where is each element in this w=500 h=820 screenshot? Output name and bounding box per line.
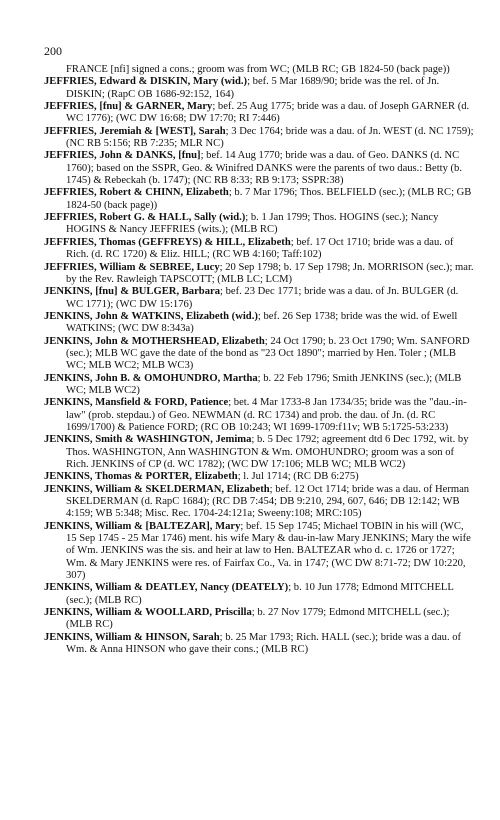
entry-body: ; 3 Dec 1764; bride was a dau. of Jn. WEST (d. NC 1759); (NC RB 5:156; RB 7:235; MLR NC) bbox=[66, 125, 474, 150]
list-item bbox=[44, 471, 476, 483]
entry-head: JENKINS, William & DEATLEY, Nancy (DEATELY) bbox=[44, 582, 289, 594]
entry-body: ; bef. 15 Sep 1745; Michael TOBIN in his will (WC, 15 Sep 1745 - 25 Mar 1746) ment. his wife Mary & dau-in-law Mary JENKINS; Mary the wife of Wm. JENKINS was the sis. and heir at law to Hen. BALTEZAR who d. c. 1726 or 1727; Wm. & Mary JENKINS were res. of Fairfax Co., Va. in 1747; (WC DW 8:71-72; DW 10:220, 307) bbox=[66, 520, 471, 582]
entry-body: ; bef. 5 Mar 1689/90; bride was the rel. of Jn. DISKIN; (RapC OB 1686-92:152, 164) bbox=[66, 76, 440, 100]
list-item bbox=[44, 434, 476, 471]
entry-body: ; b. 7 Mar 1796; Thos. BELFIELD (sec.); (MLB RC; GB 1824-50 (back page)) bbox=[66, 187, 472, 211]
list-item bbox=[44, 212, 476, 237]
entry-head: JENKINS, Thomas & PORTER, Elizabeth bbox=[44, 471, 238, 483]
entry-head: JENKINS, Smith & WASHINGTON, Jemima bbox=[44, 434, 252, 446]
list-item bbox=[44, 76, 476, 101]
entry-body: ; b. 27 Nov 1779; Edmond MITCHELL (sec.); (MLB RC) bbox=[66, 607, 450, 631]
list-item bbox=[44, 397, 476, 434]
entry-body: ; b. 10 Jun 1778; Edmond MITCHELL (sec.); (MLB RC) bbox=[66, 582, 454, 606]
list-item bbox=[44, 311, 476, 336]
entry-head: JENKINS, John & WATKINS, Elizabeth (wid.) bbox=[44, 310, 258, 322]
entry-body: ; bef. 25 Aug 1775; bride was a dau. of Joseph GARNER (d. WC 1776); (WC DW 16:68; DW 17:70; RI 7:446) bbox=[66, 101, 470, 125]
entry-head: JEFFRIES, John & DANKS, [fnu] bbox=[44, 150, 201, 162]
entry-head: JEFFRIES, [fnu] & GARNER, Mary bbox=[44, 101, 213, 113]
entry-head: JEFFRIES, Thomas (GEFFREYS) & HILL, Elizabeth bbox=[44, 236, 291, 248]
continuation-text: FRANCE [nfi] signed a cons.; groom was from WC; (MLB RC; GB 1824-50 (back page)) bbox=[66, 64, 450, 75]
entry-head: JENKINS, William & [BALTEZAR], Mary bbox=[44, 520, 241, 532]
entry-body: ; l. Jul 1714; (RC DB 6:275) bbox=[237, 471, 359, 483]
entry-body: ; 20 Sep 1798; b. 17 Sep 1798; Jn. MORRISON (sec.); mar. by the Rev. Rawleigh TAPSCOTT; (MLB LC; LCM) bbox=[66, 261, 474, 285]
list-item bbox=[44, 237, 476, 262]
page-number: 200 bbox=[44, 44, 62, 58]
entry-body: ; b. 22 Feb 1796; Smith JENKINS (sec.); (MLB WC; MLB WC2) bbox=[66, 372, 462, 396]
list-item bbox=[44, 373, 476, 398]
list-item bbox=[44, 262, 476, 287]
entry-body: ; bef. 17 Oct 1710; bride was a dau. of Rich. (d. RC 1720) & Eliz. HILL; (RC WB 4:160; Taff:102) bbox=[66, 236, 454, 261]
entry-body: ; bef. 26 Sep 1738; bride was the wid. of Ewell WATKINS; (WC DW 8:343a) bbox=[66, 310, 458, 335]
list-item bbox=[44, 582, 476, 607]
list-item bbox=[44, 632, 476, 657]
entry-head: JEFFRIES, Robert G. & HALL, Sally (wid.) bbox=[44, 212, 246, 224]
entry-body: ; bet. 4 Mar 1733-8 Jan 1734/35; bride was the "dau.-in-law" (prob. stepdau.) of Geo. NEWMAN (d. RC 1734) and prob. the dau. of Jn. (d. RC 1699/1700) & Patience FORD; (RC OB 10:243; WI 1699-1709:f11v; WB 5:1725-53:233) bbox=[66, 397, 467, 433]
entry-head: JENKINS, [fnu] & BULGER, Barbara bbox=[44, 286, 220, 298]
entry-head: JENKINS, William & SKELDERMAN, Elizabeth bbox=[44, 483, 270, 495]
entry-head: JEFFRIES, Jeremiah & [WEST], Sarah bbox=[44, 125, 226, 137]
entry-head: JENKINS, William & WOOLLARD, Priscilla bbox=[44, 607, 252, 619]
list-item bbox=[44, 336, 476, 373]
list-item bbox=[44, 484, 476, 521]
entries-list bbox=[44, 64, 476, 657]
list-item bbox=[44, 286, 476, 311]
entry-body: ; bef. 12 Oct 1714; bride was a dau. of Herman SKELDERMAN (d. RapC 1684); (RC DB 7:454; DB 9:210, 294, 607, 646; DB 12:142; WB 4:159; WB 5:348; Misc. Rec. 1704-24:121a; Sweeny:108; MRC:105) bbox=[66, 483, 470, 520]
entry-head: JENKINS, William & HINSON, Sarah bbox=[44, 631, 220, 643]
entry-head: JENKINS, Mansfield & FORD, Patience bbox=[44, 397, 229, 409]
list-item bbox=[44, 101, 476, 126]
entry-head: JEFFRIES, Edward & DISKIN, Mary (wid.) bbox=[44, 76, 248, 88]
entry-body: ; b. 5 Dec 1792; agreement dtd 6 Dec 1792, wit. by Thos. WASHINGTON, Ann WASHINGTON & Wm. OMOHUNDRO; groom was a son of Rich. JENKINS of CP (d. WC 1782); (WC DW 17:106; MLB WC; MLB WC2) bbox=[66, 434, 469, 470]
list-item bbox=[44, 150, 476, 187]
list-item bbox=[44, 521, 476, 583]
entry-body: ; 24 Oct 1790; b. 23 Oct 1790; Wm. SANFORD (sec.); MLB WC gave the date of the bond as "23 Oct 1890"; married by Hen. Toler ; (MLB WC; MLB WC2; MLB WC3) bbox=[66, 335, 470, 372]
entry-head: JEFFRIES, Robert & CHINN, Elizabeth bbox=[44, 187, 229, 199]
entry-head: JENKINS, John & MOTHERSHEAD, Elizabeth bbox=[44, 335, 265, 347]
entry-head: JENKINS, John B. & OMOHUNDRO, Martha bbox=[44, 372, 258, 384]
entry-body: ; b. 25 Mar 1793; Rich. HALL (sec.); bride was a dau. of Wm. & Anna HINSON who gave their cons.; (MLB RC) bbox=[66, 631, 462, 656]
entry-body: ; b. 1 Jan 1799; Thos. HOGINS (sec.); Nancy HOGINS & Nancy JEFFRIES (wits.); (MLB RC) bbox=[66, 212, 439, 236]
entry-body: ; bef. 14 Aug 1770; bride was a dau. of Geo. DANKS (d. NC 1760); based on the SSPR, Geo. & Winifred DANKS were the parents of two daus.: Betty (b. 1745) & Rebeckah (b. 1747); (NC RB 8:33; RB 9:173; SSPR:38) bbox=[66, 150, 462, 187]
entry-head: JEFFRIES, William & SEBREE, Lucy bbox=[44, 261, 220, 273]
list-item bbox=[44, 607, 476, 632]
list-item bbox=[44, 126, 476, 151]
list-item bbox=[44, 187, 476, 212]
entry-body: ; bef. 23 Dec 1771; bride was a dau. of Jn. BULGER (d. WC 1771); (WC DW 15:176) bbox=[66, 286, 459, 310]
